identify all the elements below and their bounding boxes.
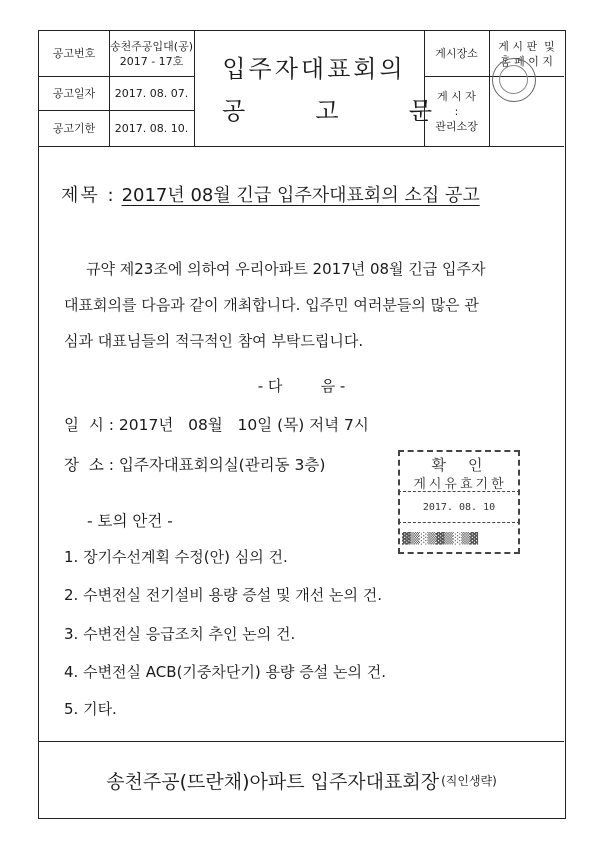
next-heading: - 다 음 - — [257, 377, 346, 395]
official-seal — [492, 58, 536, 102]
agenda-item: 1. 장기수선계획 수정(안) 심의 건. — [64, 548, 288, 566]
intro-paragraph — [64, 251, 544, 359]
stamp-date: 2017. 08. 10 — [422, 502, 496, 513]
agenda-item: 4. 수변전실 ACB(기중차단기) 용량 증설 논의 건. — [64, 663, 386, 681]
poster-label — [424, 76, 489, 146]
subject — [61, 181, 480, 207]
stamp-confirm-label: 확인 — [431, 456, 505, 474]
subject-text: 2017년 08월 긴급 입주자대표회의 소집 공고 — [121, 185, 480, 206]
footer-issuer: 송천주공(뜨란채)아파트 입주자대표회장 — [106, 770, 440, 793]
meeting-place: 장 소 : 입주자대표회의실(관리동 3층) — [64, 456, 326, 474]
stamp-validity-label: 게시유효기한 — [413, 477, 507, 492]
stamp-divider — [398, 522, 520, 523]
deadline-value: 2017. 08. 10. — [114, 121, 189, 135]
title-line1: 입주자대표회의 — [222, 55, 406, 83]
header-table — [39, 31, 564, 147]
notice-no-line1: 송천주공입대(공) — [110, 39, 193, 53]
intro-line-1: 규약 제23조에 의하여 우리아파트 2017년 08월 긴급 입주자 — [86, 260, 486, 278]
notice-no-label: 공고번호 — [52, 47, 96, 60]
stamp-divider — [398, 491, 520, 492]
footer-seal-omitted: (직인생략) — [441, 773, 497, 788]
deadline-label: 공고기한 — [52, 121, 96, 135]
confirmation-stamp — [398, 450, 520, 558]
notice-date-label: 공고일자 — [52, 86, 96, 100]
document-title — [194, 31, 459, 146]
agenda-item: 5. 기타. — [64, 700, 117, 718]
poster-line3: 관리소장 — [435, 119, 478, 133]
notice-no-value — [109, 31, 194, 76]
notice-no-line2: 2017 - 17호 — [119, 54, 184, 68]
title-char-2: 고 — [315, 97, 339, 125]
agenda-item: 3. 수변전실 응급조치 추인 논의 건. — [64, 625, 296, 643]
title-char-1: 공 — [222, 97, 246, 125]
stamp-signature-scribble: ▓▒░▒▓▒░▒▓ — [402, 532, 479, 545]
meeting-datetime: 일 시 : 2017년 08월 10일 (목) 저녁 7시 — [64, 416, 369, 434]
title-char-3: 문 — [408, 97, 432, 125]
footer — [39, 741, 564, 818]
notice-frame — [38, 30, 566, 819]
notice-date-value: 2017. 08. 07. — [114, 86, 189, 100]
poster-line1: 게 시 자 — [437, 89, 476, 103]
intro-line-3: 심과 대표님들의 적극적인 참여 부탁드립니다. — [64, 332, 364, 350]
posting-place-line1: 게 시 판 및 — [498, 39, 555, 53]
intro-line-2: 대표회의를 다음과 같이 개최합니다. 입주민 여러분들의 많은 관 — [64, 296, 479, 314]
poster-line2: : — [454, 104, 459, 118]
posting-place-label: 게시장소 — [435, 47, 478, 60]
posting-place-line2: 홈 페 이 지 — [500, 54, 553, 68]
title-line2 — [222, 91, 432, 126]
agenda-item: 2. 수변전실 전기설비 용량 증설 및 개선 논의 건. — [64, 586, 383, 604]
agenda-heading: - 토의 안건 - — [87, 512, 173, 530]
subject-label: 제목 : — [61, 185, 116, 206]
